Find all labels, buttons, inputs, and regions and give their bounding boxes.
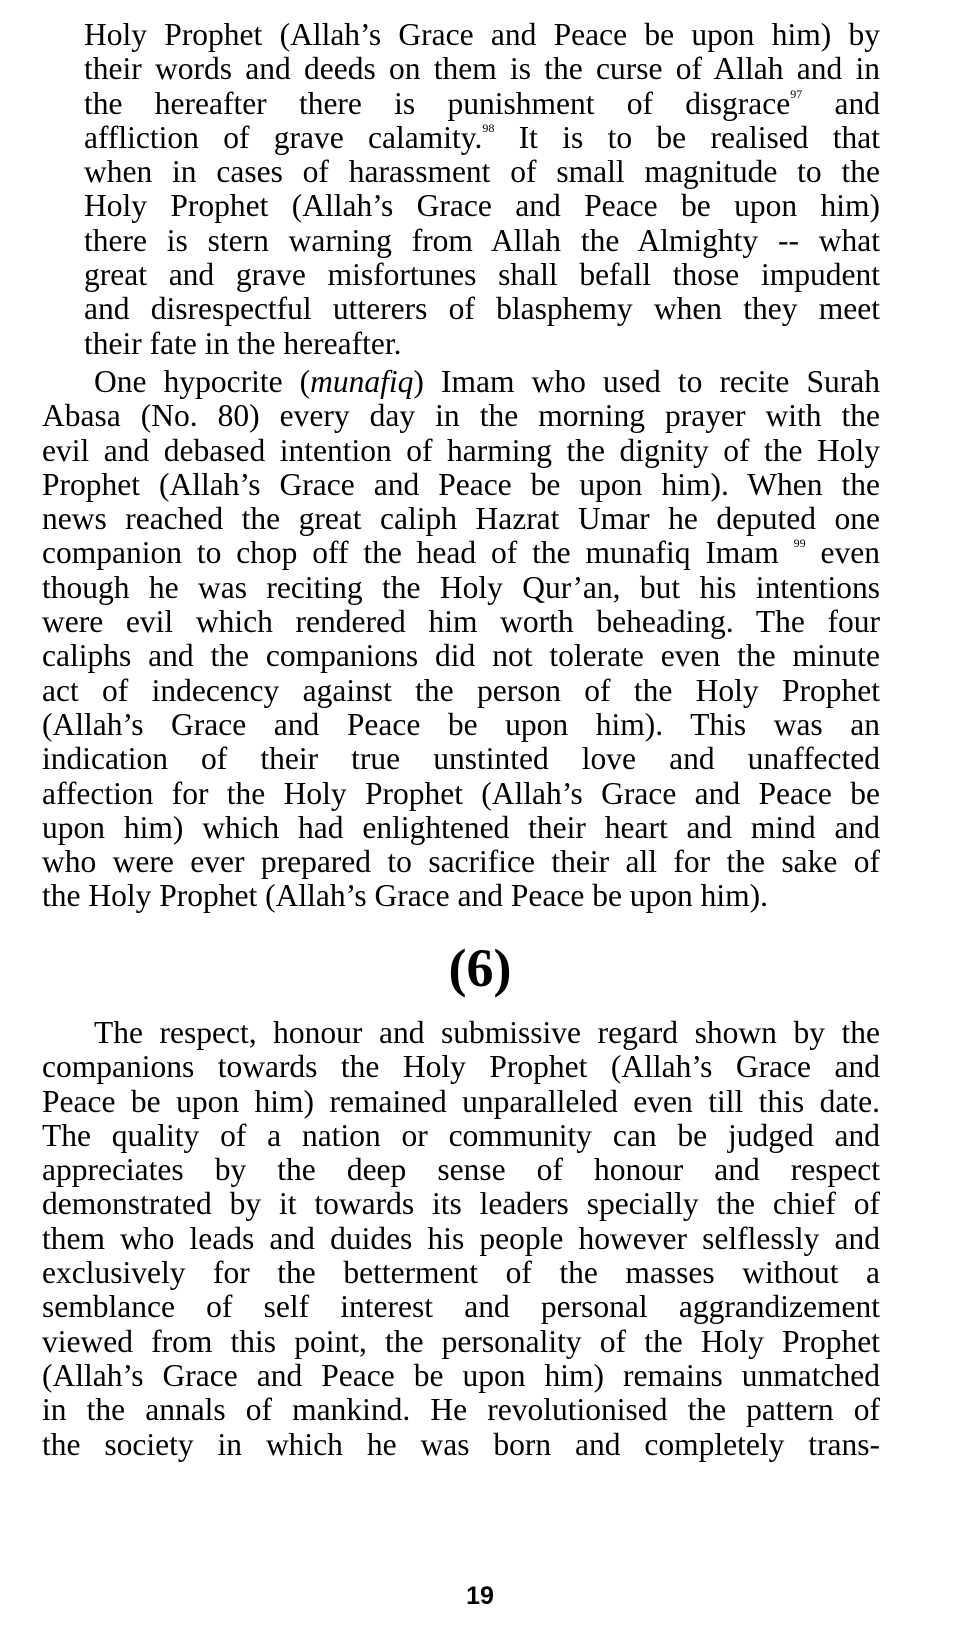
text-line: indication of their true unstinted love and unaffected — [42, 741, 880, 777]
text-line: companions towards the Holy Prophet (Allah’s Grace and — [42, 1049, 880, 1085]
text-line: when in cases of harassment of small magnitude to the — [84, 154, 880, 190]
paragraph-respect-honour — [42, 1016, 880, 1462]
text-segment: the hereafter there is punishment of disgrace — [84, 85, 791, 121]
text-line: and disrespectful utterers of blasphemy when they meet — [84, 291, 880, 327]
text-line: (Allah’s Grace and Peace be upon him). This was an — [42, 706, 880, 742]
text-line: Abasa (No. 80) every day in the morning prayer with the — [42, 398, 880, 434]
text-line: The quality of a nation or community can be judged and — [42, 1117, 880, 1153]
text-segment: ) Imam who used to recite Surah — [413, 364, 880, 399]
text-line: semblance of self interest and personal aggrandizement — [42, 1289, 880, 1325]
text-line — [84, 121, 880, 155]
section-heading: (6) — [448, 938, 512, 998]
text-line: Holy Prophet (Allah’s Grace and Peace be upon him) — [84, 188, 880, 224]
paragraph-continuation — [84, 18, 880, 361]
text-line: the society in which he was born and completely trans- — [42, 1426, 880, 1462]
text-line: (Allah’s Grace and Peace be upon him) remains unmatched — [42, 1357, 880, 1393]
text-line: great and grave misfortunes shall befall those impudent — [84, 257, 880, 293]
paragraph-hypocrite-imam — [42, 365, 880, 914]
text-line: news reached the great caliph Hazrat Umar he deputed one — [42, 501, 880, 537]
italic-term: munafiq — [310, 364, 414, 399]
text-line: their words and deeds on them is the curse of Allah and in — [84, 51, 880, 87]
text-line: Holy Prophet (Allah’s Grace and Peace be upon him) by — [84, 17, 880, 52]
text-line: viewed from this point, the personality of the Holy Prophet — [42, 1323, 880, 1359]
text-segment: companion to chop off the head of the munafiq Imam — [42, 535, 779, 571]
footnote-ref-98: 98 — [482, 120, 495, 135]
text-line: them who leads and duides his people however selflessly and — [42, 1220, 880, 1256]
text-segment: affliction of grave calamity. — [84, 119, 483, 155]
text-line: their fate in the hereafter. — [84, 325, 402, 361]
text-line: appreciates by the deep sense of honour and respect — [42, 1152, 880, 1188]
text-line: act of indecency against the person of the Holy Prophet — [42, 672, 880, 708]
text-line: were evil which rendered him worth beheading. The four — [42, 604, 880, 640]
text-segment: One hypocrite ( — [94, 364, 311, 399]
text-line: who were ever prepared to sacrifice their all for the sake of — [42, 844, 880, 880]
footnote-ref-99: 99 — [793, 536, 806, 551]
text-line: though he was reciting the Holy Qur’an, but his intentions — [42, 569, 880, 605]
text-line: upon him) which had enlightened their heart and mind and — [42, 809, 880, 845]
text-segment: even — [820, 535, 881, 571]
text-line: caliphs and the companions did not tolerate even the minute — [42, 638, 880, 674]
text-line: Prophet (Allah’s Grace and Peace be upon him). When the — [42, 466, 880, 502]
text-line — [42, 365, 880, 399]
footnote-ref-97: 97 — [790, 86, 803, 101]
text-line: Peace be upon him) remained unparalleled even till this date. — [42, 1083, 880, 1119]
text-line — [42, 536, 880, 570]
text-segment: and — [834, 85, 881, 121]
text-line: The respect, honour and submissive regard shown by the — [94, 1015, 880, 1050]
text-segment: It is to be realised that — [518, 119, 881, 155]
text-line — [84, 87, 880, 121]
text-line: there is stern warning from Allah the Almighty -- what — [84, 222, 880, 258]
page-number: 19 — [466, 1582, 494, 1610]
text-line: demonstrated by it towards its leaders specially the chief of — [42, 1186, 880, 1222]
text-line: exclusively for the betterment of the masses without a — [42, 1255, 880, 1291]
text-line: the Holy Prophet (Allah’s Grace and Peace be upon him). — [42, 878, 769, 914]
text-line: in the annals of mankind. He revolutionised the pattern of — [42, 1392, 880, 1428]
text-line: evil and debased intention of harming the dignity of the Holy — [42, 432, 880, 468]
text-line: affection for the Holy Prophet (Allah’s Grace and Peace be — [42, 775, 880, 811]
